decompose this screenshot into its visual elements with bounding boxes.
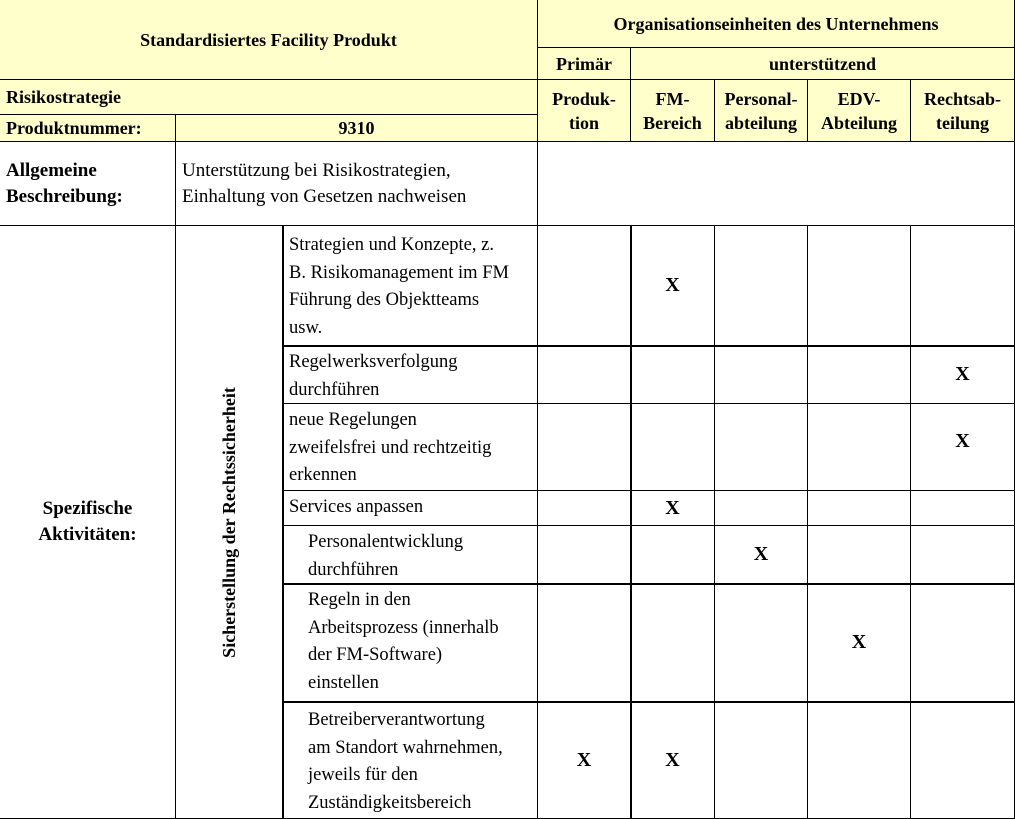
- activity-line: Führung des Objektteams: [289, 290, 480, 310]
- product-name: Risikostrategie: [0, 80, 538, 115]
- cell-a2-edv: [808, 346, 911, 404]
- cell-a1-personal: [715, 226, 808, 346]
- activity-line: jeweils für den: [308, 765, 418, 785]
- column-header-line: Produk-: [552, 88, 616, 109]
- cell-a1-fm-bereich: X: [631, 226, 715, 346]
- activity-line: durchführen: [289, 379, 380, 400]
- column-header-produktion: [538, 80, 631, 142]
- cell-a1-produktion: [538, 226, 631, 346]
- column-header-fm-bereich: [631, 80, 715, 142]
- column-header-line: Abteilung: [820, 112, 898, 133]
- cell-a7-personal: [715, 702, 808, 819]
- column-header-line: Bereich: [643, 112, 702, 133]
- primaer-header: Primär: [538, 48, 631, 80]
- description-label: [0, 142, 176, 226]
- cell-a5-fm-bereich: [631, 526, 715, 584]
- product-number: 9310: [176, 115, 538, 142]
- column-header-personalabteilung: [715, 80, 808, 142]
- specific-label-line: Spezifische: [42, 498, 133, 519]
- activity-1: [283, 226, 538, 346]
- activity-line: Strategien und Konzepte, z.: [289, 235, 494, 255]
- activity-line: neue Regelungen: [289, 410, 417, 430]
- activity-line: Regeln in den: [308, 590, 411, 610]
- cell-a7-recht: [911, 702, 1015, 819]
- column-header-line: tion: [568, 112, 599, 133]
- cell-a3-produktion: [538, 404, 631, 491]
- cell-a5-edv: [808, 526, 911, 584]
- column-header-line: Personal-: [724, 88, 798, 109]
- activity-line: zweifelsfrei und rechtzeitig: [289, 437, 492, 458]
- column-header-line: FM-: [655, 88, 690, 109]
- column-header-line: teilung: [935, 112, 989, 133]
- unterstuetzend-header: unterstützend: [631, 48, 1015, 80]
- activity-line: einstellen: [308, 672, 379, 693]
- column-header-line: EDV-: [837, 88, 881, 109]
- cell-a4-recht: [911, 491, 1015, 526]
- cell-a6-produktion: [538, 584, 631, 702]
- description-text: [176, 142, 538, 226]
- cell-a4-personal: [715, 491, 808, 526]
- activity-line: Personalentwicklung: [308, 532, 464, 552]
- cell-a6-edv: X: [808, 584, 911, 702]
- cell-a6-recht: [911, 584, 1015, 702]
- cell-a2-recht: X: [911, 346, 1015, 404]
- cell-a2-fm-bereich: [631, 346, 715, 404]
- activity-block-rule-left: [282, 226, 284, 819]
- product-title: Standardisiertes Facility Produkt: [0, 0, 538, 80]
- cell-a7-produktion: X: [538, 702, 631, 819]
- specific-label: [0, 226, 176, 819]
- group-label: Sicherstellung der Rechtssicherheit: [218, 386, 239, 658]
- cell-a5-personal: X: [715, 526, 808, 584]
- activity-4: Services anpassen: [283, 491, 538, 526]
- activity-block-rule-row: [283, 701, 1015, 703]
- cell-a7-fm-bereich: X: [631, 702, 715, 819]
- column-header-line: Rechtsab-: [924, 88, 1001, 109]
- activity-line: usw.: [289, 317, 323, 338]
- activity-6: [283, 584, 538, 702]
- activity-5: [283, 526, 538, 584]
- activity-block-rule-mid: [630, 226, 632, 819]
- description-text-line: Einhaltung von Gesetzen nachweisen: [182, 185, 467, 207]
- cell-a3-recht: X: [911, 404, 1015, 491]
- activity-7: [283, 702, 538, 819]
- specific-label-line: Aktivitäten:: [38, 524, 137, 545]
- activity-line: Zuständigkeitsbereich: [308, 792, 472, 813]
- cell-a2-personal: [715, 346, 808, 404]
- column-header-line: abteilung: [724, 112, 798, 133]
- org-units-title: Organisationseinheiten des Unternehmens: [538, 0, 1015, 48]
- column-header-rechtsabteilung: [911, 80, 1015, 142]
- activity-line: am Standort wahrnehmen,: [308, 737, 503, 758]
- activity-line: Arbeitsprozess (innerhalb: [308, 617, 499, 638]
- activity-3: [283, 404, 538, 491]
- cell-a4-edv: [808, 491, 911, 526]
- group-cell: [176, 226, 283, 819]
- cell-a3-fm-bereich: [631, 404, 715, 491]
- activity-block-rule-row: [283, 345, 1015, 347]
- cell-a6-fm-bereich: [631, 584, 715, 702]
- description-label-line: Allgemeine: [6, 159, 97, 181]
- activity-line: erkennen: [289, 465, 357, 485]
- cell-a4-produktion: [538, 491, 631, 526]
- activity-line: Betreiberverantwortung: [308, 710, 485, 730]
- cell-a1-edv: [808, 226, 911, 346]
- description-label-line: Beschreibung:: [6, 185, 123, 207]
- activity-line: durchführen: [308, 559, 399, 580]
- cell-a3-edv: [808, 404, 911, 491]
- cell-a5-recht: [911, 526, 1015, 584]
- cell-a1-recht: [911, 226, 1015, 346]
- description-text-line: Unterstützung bei Risikostrategien,: [182, 159, 451, 181]
- activity-line: der FM-Software): [308, 645, 443, 665]
- cell-a7-edv: [808, 702, 911, 819]
- activity-line: B. Risikomanagement im FM: [289, 262, 509, 283]
- product-number-label: Produktnummer:: [0, 115, 176, 142]
- description-empty: [538, 142, 1015, 226]
- cell-a4-fm-bereich: X: [631, 491, 715, 526]
- activity-block-rule-row: [283, 583, 1015, 585]
- cell-a6-personal: [715, 584, 808, 702]
- activity-2: [283, 346, 538, 404]
- activity-line: Regelwerksverfolgung: [289, 352, 458, 372]
- cell-a5-produktion: [538, 526, 631, 584]
- column-header-edv-abteilung: [808, 80, 911, 142]
- cell-a2-produktion: [538, 346, 631, 404]
- cell-a3-personal: [715, 404, 808, 491]
